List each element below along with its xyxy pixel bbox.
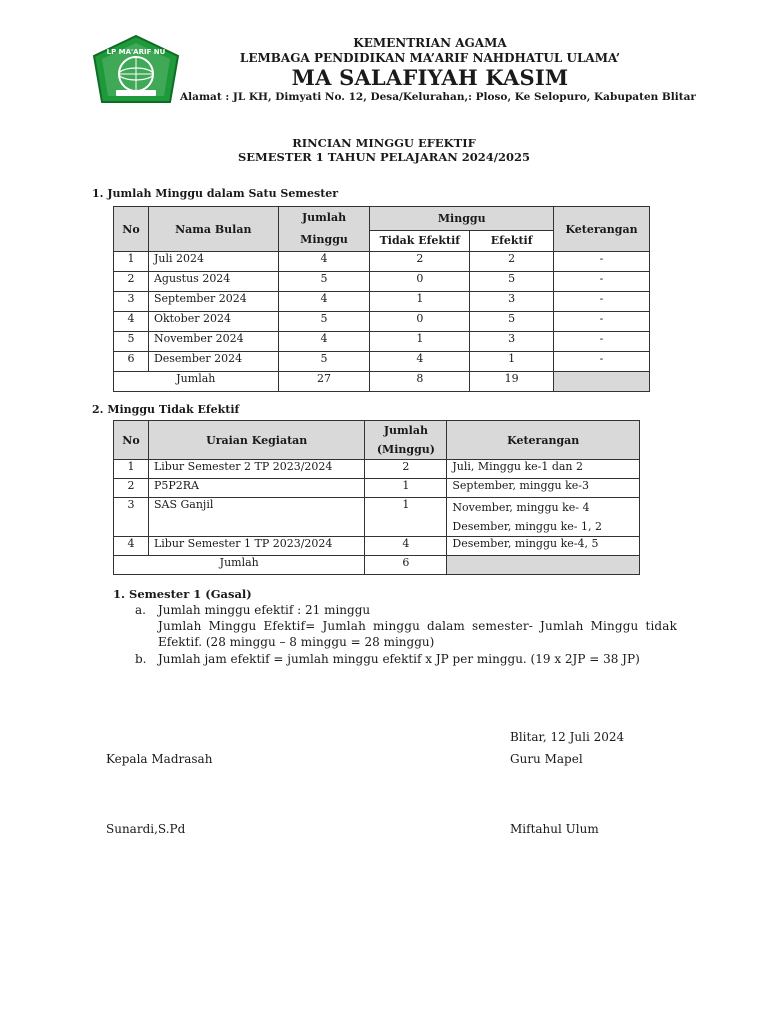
cell-jumlah: 5	[278, 272, 370, 292]
cell-jumlah: 4	[365, 537, 447, 556]
col-efektif: Efektif	[470, 230, 554, 251]
table-row	[114, 252, 650, 272]
table-row	[114, 352, 650, 372]
left-signer-role: Kepala Madrasah	[106, 752, 213, 766]
cell-ket: Juli, Minggu ke-1 dan 2	[447, 460, 640, 479]
cell-efektif: 3	[470, 292, 554, 312]
cell-no: 3	[114, 292, 149, 312]
school-logo	[90, 34, 182, 106]
col-jumlah	[365, 421, 447, 460]
total-label: Jumlah	[114, 372, 279, 392]
cell-ket: -	[554, 292, 650, 312]
cell-bulan: Desember 2024	[148, 352, 278, 372]
total-ket-empty	[447, 556, 640, 575]
table-row	[114, 312, 650, 332]
section1-heading: 1. Jumlah Minggu dalam Satu Semester	[92, 187, 339, 200]
cell-bulan: Agustus 2024	[148, 272, 278, 292]
cell-ket: -	[554, 352, 650, 372]
school-address: Alamat : JL KH, Dimyati No. 12, Desa/Kelurahan,: Ploso, Ke Selopuro, Kabupaten Blitar	[180, 91, 696, 103]
cell-ket	[447, 498, 640, 537]
cell-tidak: 0	[370, 312, 470, 332]
section2-heading: 2. Minggu Tidak Efektif	[92, 403, 240, 416]
right-signer-name: Miftahul Ulum	[510, 822, 599, 836]
cell-efektif: 5	[470, 312, 554, 332]
table-row	[114, 498, 640, 537]
cell-efektif: 5	[470, 272, 554, 292]
cell-jumlah: 2	[365, 460, 447, 479]
doc-title: RINCIAN MINGGU EFEKTIF	[292, 136, 476, 150]
cell-ket: Desember, minggu ke-4, 5	[447, 537, 640, 556]
cell-bulan: Juli 2024	[148, 252, 278, 272]
doc-subtitle: SEMESTER 1 TAHUN PELAJARAN 2024/2025	[237, 150, 530, 164]
cell-jumlah: 4	[278, 332, 370, 352]
table-row	[114, 272, 650, 292]
table-row	[114, 479, 640, 498]
cell-no: 3	[114, 498, 149, 537]
cell-no: 2	[114, 272, 149, 292]
cell-ket: -	[554, 332, 650, 352]
col-jumlah-a: Jumlah	[383, 424, 428, 437]
cell-no: 4	[114, 312, 149, 332]
total-efektif: 19	[470, 372, 554, 392]
cell-ket: -	[554, 312, 650, 332]
cell-tidak: 4	[370, 352, 470, 372]
cell-jumlah: 5	[278, 312, 370, 332]
total-label: Jumlah	[114, 556, 365, 575]
cell-no: 4	[114, 537, 149, 556]
cell-bulan: September 2024	[148, 292, 278, 312]
ministry-title: KEMENTRIAN AGAMA	[353, 36, 507, 50]
cell-no: 5	[114, 332, 149, 352]
institution-title: LEMBAGA PENDIDIKAN MA’ARIF NAHDHATUL ULAMA’	[239, 51, 621, 65]
right-signer-role: Guru Mapel	[510, 752, 583, 766]
cell-efektif: 2	[470, 252, 554, 272]
col-minggu: Minggu	[370, 207, 554, 231]
col-no: No	[114, 207, 149, 252]
col-jumlah-b: Minggu	[300, 233, 348, 246]
cell-jumlah: 1	[365, 498, 447, 537]
cell-bulan: November 2024	[148, 332, 278, 352]
cell-jumlah: 5	[278, 352, 370, 372]
summary-a-text: Jumlah minggu efektif : 21 minggu	[158, 603, 371, 617]
cell-no: 1	[114, 252, 149, 272]
cell-tidak: 1	[370, 292, 470, 312]
table-total-row	[114, 372, 650, 392]
summary-a-label: a.	[135, 603, 146, 617]
total-jumlah: 6	[365, 556, 447, 575]
cell-no: 2	[114, 479, 149, 498]
cell-jumlah: 4	[278, 252, 370, 272]
left-signer-name: Sunardi,S.Pd	[106, 822, 186, 836]
cell-uraian: Libur Semester 1 TP 2023/2024	[148, 537, 364, 556]
table-row	[114, 332, 650, 352]
summary-b-text: Jumlah jam efektif = jumlah minggu efektif x JP per minggu. (19 x 2JP = 38 JP)	[158, 652, 640, 666]
cell-efektif: 1	[470, 352, 554, 372]
table-row	[114, 537, 640, 556]
cell-ket: -	[554, 272, 650, 292]
non-effective-weeks-table	[113, 420, 640, 575]
table-row	[114, 292, 650, 312]
cell-jumlah: 1	[365, 479, 447, 498]
col-uraian: Uraian Kegiatan	[148, 421, 364, 460]
table-row	[114, 460, 640, 479]
cell-efektif: 3	[470, 332, 554, 352]
col-jumlah-b: (Minggu)	[376, 443, 435, 456]
cell-tidak: 1	[370, 332, 470, 352]
effective-weeks-table	[113, 206, 650, 392]
summary-b-label: b.	[135, 652, 147, 666]
total-jumlah: 27	[278, 372, 370, 392]
summary-heading: 1. Semester 1 (Gasal)	[113, 587, 252, 601]
cell-ket: -	[554, 252, 650, 272]
cell-uraian: SAS Ganjil	[148, 498, 364, 537]
cell-ket: September, minggu ke-3	[447, 479, 640, 498]
cell-uraian: P5P2RA	[148, 479, 364, 498]
col-jumlah-a: Jumlah	[301, 211, 347, 224]
place-date: Blitar, 12 Juli 2024	[510, 730, 625, 744]
table-total-row	[114, 556, 640, 575]
cell-ket-line1: November, minggu ke- 4	[452, 501, 590, 514]
col-keterangan: Keterangan	[447, 421, 640, 460]
cell-ket-line2: Desember, minggu ke- 1, 2	[452, 520, 602, 533]
cell-tidak: 0	[370, 272, 470, 292]
cell-uraian: Libur Semester 2 TP 2023/2024	[148, 460, 364, 479]
cell-no: 1	[114, 460, 149, 479]
total-tidak: 8	[370, 372, 470, 392]
summary-a-line2: Jumlah Minggu Efektif= Jumlah minggu dalam semester- Jumlah Minggu tidak	[158, 619, 677, 633]
col-tidak-efektif: Tidak Efektif	[370, 230, 470, 251]
col-keterangan: Keterangan	[554, 207, 650, 252]
col-jumlah	[278, 207, 370, 252]
logo-text: LP MA'ARIF NU	[106, 48, 166, 56]
cell-no: 6	[114, 352, 149, 372]
col-bulan: Nama Bulan	[148, 207, 278, 252]
school-name: MA SALAFIYAH KASIM	[291, 65, 569, 90]
col-no: No	[114, 421, 149, 460]
cell-tidak: 2	[370, 252, 470, 272]
summary-a-line3: Efektif. (28 minggu – 8 minggu = 28 minggu)	[158, 635, 435, 649]
total-ket-empty	[554, 372, 650, 392]
cell-bulan: Oktober 2024	[148, 312, 278, 332]
cell-jumlah: 4	[278, 292, 370, 312]
